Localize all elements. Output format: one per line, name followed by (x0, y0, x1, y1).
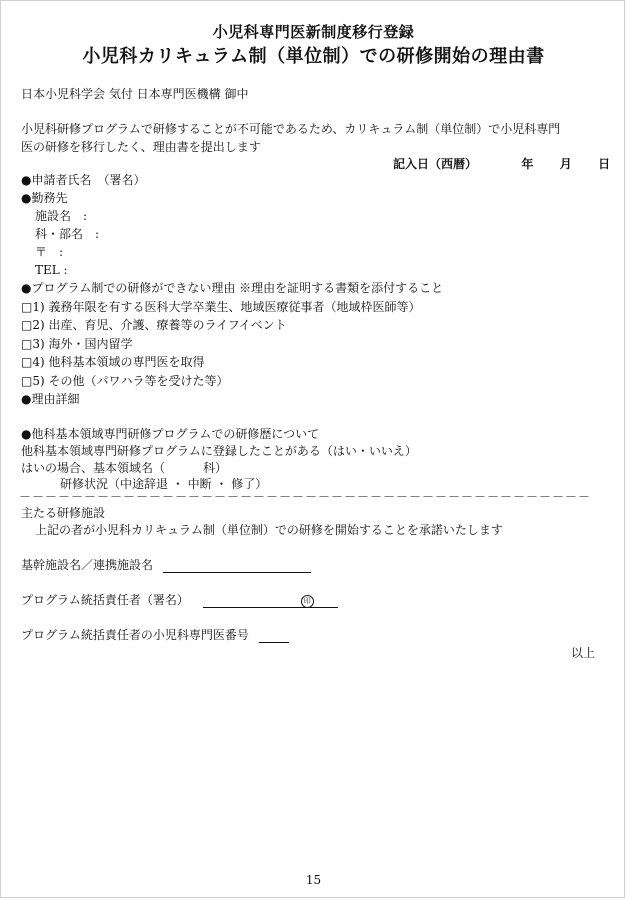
specialist-number-label: プログラム統括責任者の小児科専門医番号 (21, 628, 249, 642)
facility-name-row (21, 558, 311, 573)
facility-field: 施設名 : (35, 209, 88, 223)
intro-line1: 小児科研修プログラムで研修することが不可能であるため、カリキュラム制（単位制）で小児科専門 (21, 122, 561, 136)
main-facility-heading: 主たる研修施設 (21, 506, 106, 520)
page-number: 15 (305, 873, 322, 887)
specialist-number-line[interactable] (259, 630, 289, 643)
separator-line: －－－－－－－－－－－－－－－－－－－－－－－－－－－－－－－－－－－－－－－－－－－－ (19, 490, 592, 504)
date-row (393, 155, 610, 172)
main-facility-statement: 上記の者が小児科カリキュラム制（単位制）での研修を開始することを承諾いたします (35, 523, 503, 537)
facility-name-label: 基幹施設名／連携施設名 (21, 558, 154, 572)
department-field: 科・部名 : (35, 227, 100, 241)
facility-name-line[interactable] (163, 560, 311, 573)
director-signature-line[interactable] (203, 595, 338, 608)
date-month: 月 (559, 157, 572, 171)
closing-text: 以上 (571, 646, 596, 660)
director-row (21, 593, 338, 608)
director-label: プログラム統括責任者（署名） (21, 593, 189, 607)
reason-option-4[interactable]: □4) 他科基本領域の専門医を取得 (21, 355, 205, 369)
workplace-heading: ●勤務先 (21, 191, 68, 205)
history-field-prefix: はいの場合、基本領域名（ (21, 461, 166, 475)
title-line2: 小児科カリキュラム制（単位制）での研修開始の理由書 (82, 46, 545, 67)
intro-line2: 医の研修を移行したく、理由書を提出します (21, 140, 261, 154)
history-field-row (21, 461, 227, 476)
postal-field: 〒 : (35, 245, 64, 259)
date-year: 年 (521, 157, 534, 171)
specialist-number-row (21, 628, 289, 643)
reason-option-2[interactable]: □2) 出産、育児、介護、療養等のライフイベント (21, 318, 287, 332)
reason-option-1[interactable]: □1) 義務年限を有する医科大学卒業生、地域医療従事者（地域枠医師等） (21, 300, 421, 314)
applicant-name-label: ●申請者氏名 （署名） (21, 173, 146, 187)
reason-option-3[interactable]: □3) 海外・国内留学 (21, 337, 133, 351)
title-line1: 小児科専門医新制度移行登録 (212, 23, 415, 41)
date-label: 記入日（西暦） (393, 157, 478, 171)
addressee: 日本小児科学会 気付 日本専門医機構 御中 (21, 87, 249, 101)
reason-option-5[interactable]: □5) その他（パワハラ等を受けた等） (21, 374, 229, 388)
history-registered: 他科基本領域専門研修プログラムに登録したことがある（はい・いいえ） (21, 444, 417, 458)
date-day: 日 (598, 157, 611, 171)
history-field-suffix: 科） (203, 461, 228, 475)
reason-detail-label: ●理由詳細 (21, 392, 80, 406)
seal-mark: 印 (301, 595, 314, 608)
history-heading: ●他科基本領域専門研修プログラムでの研修歴について (21, 427, 320, 441)
history-status: 研修状況（中途辞退 ・ 中断 ・ 修了） (60, 477, 268, 491)
tel-field: TEL : (35, 263, 68, 277)
reason-heading: ●プログラム制での研修ができない理由 ※理由を証明する書類を添付すること (21, 281, 444, 295)
